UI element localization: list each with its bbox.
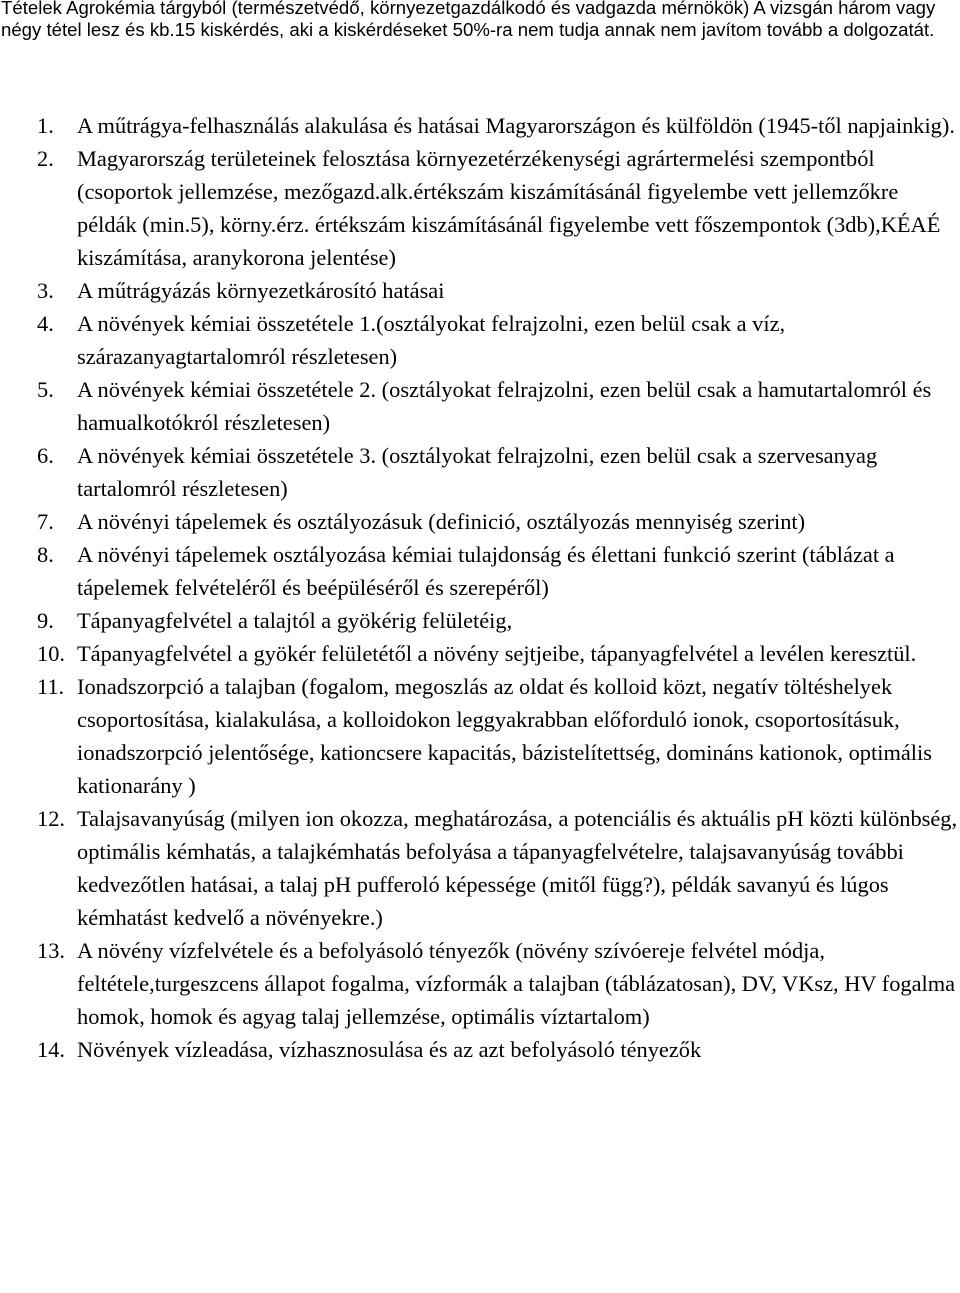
list-item <box>0 538 960 604</box>
item-number: 9. <box>37 608 54 633</box>
item-number: 5. <box>37 377 54 402</box>
item-text: Tápanyagfelvétel a gyökér felületétől a növény sejtjeibe, tápanyagfelvétel a levélen keresztül. <box>77 641 917 666</box>
item-text: A növény vízfelvétele és a befolyásoló tényezők (növény szívóereje felvétel módja, feltétele,turgeszcens állapot fogalma, vízformák a talajban (táblázatosan), DV, VKsz, HV fogalma homok, homok és agyag talaj jellemzése, optimális víztartalom) <box>77 938 956 1029</box>
topic-list <box>0 109 960 1066</box>
item-text: A műtrágya-felhasználás alakulása és hatásai Magyarországon és külföldön (1945-től napjainkig). <box>77 113 955 138</box>
item-text: Magyarország területeinek felosztása környezetérzékenységi agrártermelési szempontból (csoportok jellemzése, mezőgazd.alk.értékszám kiszámításánál figyelembe vett jellemzőkre példák (min.5), körny.érz. értékszám kiszámításánál figyelembe vett főszempontok (3db),KÉAÉ kiszámítása, aranykorona jelentése) <box>77 146 941 270</box>
item-text: Talajsavanyúság (milyen ion okozza, meghatározása, a potenciális és aktuális pH közti különbség, optimális kémhatás, a talajkémhatás befolyása a tápanyagfelvételre, talajsavanyúság további kedvezőtlen hatásai, a talaj pH pufferoló képessége (mitől függ?), példák savanyú és lúgos kémhatást kedvelő a növényekre.) <box>77 806 958 930</box>
item-number: 7. <box>37 509 54 534</box>
item-number: 13. <box>37 938 65 963</box>
item-number: 8. <box>37 542 54 567</box>
item-text: A műtrágyázás környezetkárosító hatásai <box>77 278 445 303</box>
list-item <box>0 604 960 637</box>
item-number: 12. <box>37 806 65 831</box>
list-item <box>0 670 960 802</box>
list-item <box>0 802 960 934</box>
item-text: A növényi tápelemek osztályozása kémiai tulajdonság és élettani funkció szerint (táblázat a tápelemek felvételéről és beépüléséről és szerepéről) <box>77 542 895 600</box>
item-text: Növények vízleadása, vízhasznosulása és az azt befolyásoló tényezők <box>77 1037 702 1062</box>
item-number: 4. <box>37 311 54 336</box>
item-number: 6. <box>37 443 54 468</box>
item-text: Ionadszorpció a talajban (fogalom, megoszlás az oldat és kolloid közt, negatív töltéshelyek csoportosítása, kialakulása, a kolloidokon leggyakrabban előforduló ionok, csoportosításuk, ionadszorpció jelentősége, kationcsere kapacitás, bázistelítettség, domináns kationok, optimális kationarány ) <box>77 674 932 798</box>
item-text: Tápanyagfelvétel a talajtól a gyökérig felületéig, <box>77 608 513 633</box>
list-item <box>0 142 960 274</box>
list-item <box>0 274 960 307</box>
item-number: 10. <box>37 641 65 666</box>
list-item <box>0 109 960 142</box>
item-text: A növények kémiai összetétele 1.(osztályokat felrajzolni, ezen belül csak a víz, szárazanyagtartalomról részletesen) <box>77 311 786 369</box>
item-number: 3. <box>37 278 54 303</box>
item-number: 1. <box>37 113 54 138</box>
list-item <box>0 307 960 373</box>
list-item <box>0 373 960 439</box>
item-text: A növények kémiai összetétele 2. (osztályokat felrajzolni, ezen belül csak a hamutartalomról és hamualkotókról részletesen) <box>77 377 932 435</box>
intro-paragraph: Tételek Agrokémia tárgyból (természetvédő, környezetgazdálkodó és vadgazda mérnökök) A vizsgán három vagy négy tétel lesz és kb.15 kiskérdés, aki a kiskérdéseket 50%-ra nem tudja annak nem javítom tovább a dolgozatát. <box>1 0 936 40</box>
item-number: 11. <box>37 674 65 699</box>
list-item <box>0 934 960 1033</box>
list-item <box>0 505 960 538</box>
item-text: A növények kémiai összetétele 3. (osztályokat felrajzolni, ezen belül csak a szervesanyag tartalomról részletesen) <box>77 443 878 501</box>
item-number: 2. <box>37 146 54 171</box>
list-item <box>0 439 960 505</box>
list-item <box>0 1033 960 1066</box>
item-number: 14. <box>37 1037 65 1062</box>
item-text: A növényi tápelemek és osztályozásuk (definició, osztályozás mennyiség szerint) <box>77 509 806 534</box>
list-item <box>0 637 960 670</box>
